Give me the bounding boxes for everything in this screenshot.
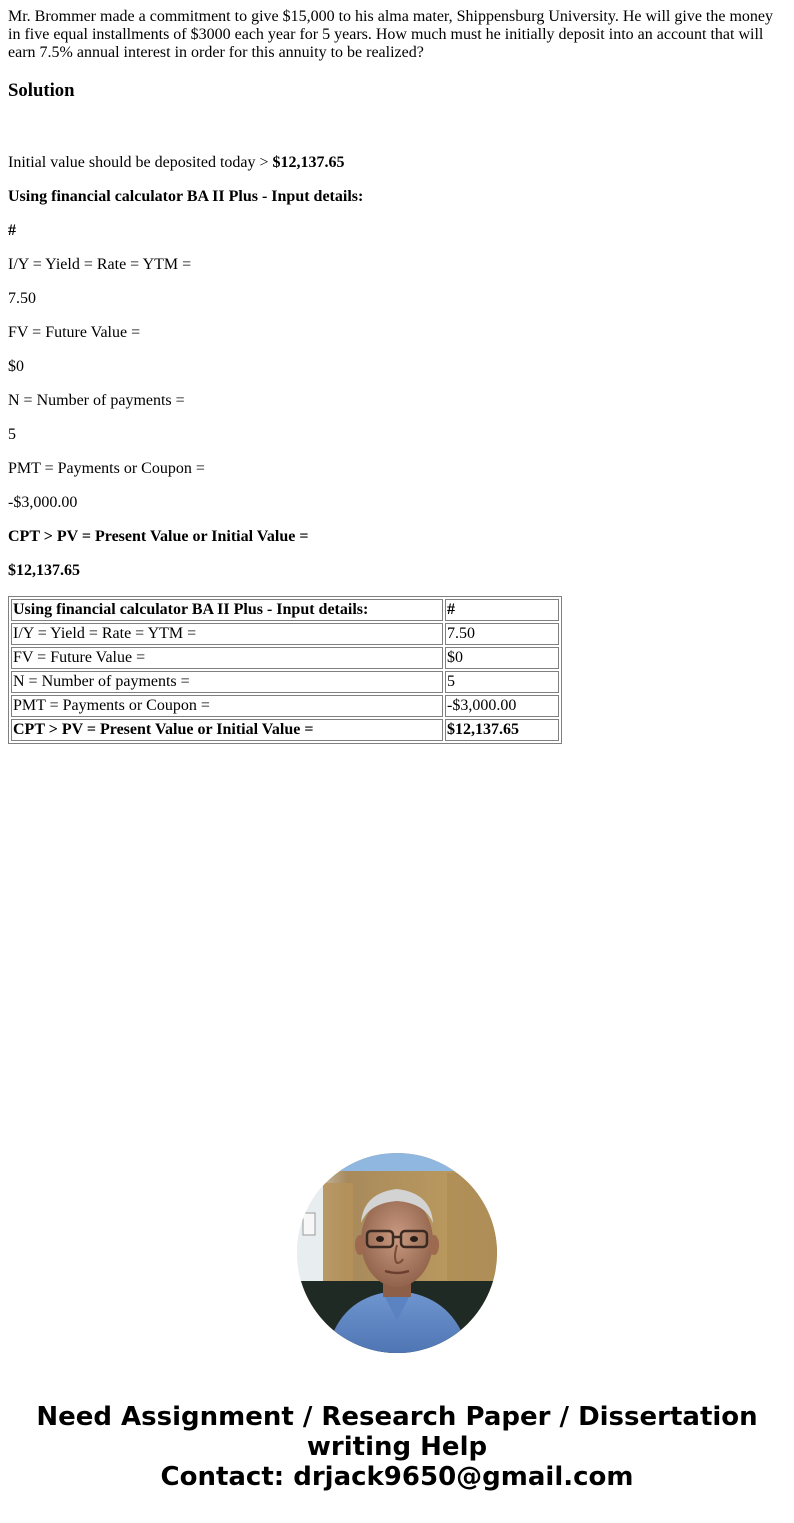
input-detail-line	[8, 460, 786, 478]
author-photo-image	[297, 1153, 497, 1353]
input-detail-text: $0	[8, 358, 24, 375]
input-detail-line	[8, 222, 786, 240]
input-detail-text: PMT = Payments or Coupon =	[8, 460, 205, 477]
table-row	[11, 719, 559, 741]
document-body	[0, 0, 794, 744]
table-cell-label: Using financial calculator BA II Plus - Input details:	[11, 599, 443, 621]
input-detail-text: 5	[8, 426, 16, 443]
input-detail-text: FV = Future Value =	[8, 324, 141, 341]
promo-banner	[0, 1402, 794, 1492]
table-row	[11, 671, 559, 693]
promo-contact: Contact: drjack9650@gmail.com	[160, 1462, 634, 1492]
input-detail-text: N = Number of payments =	[8, 392, 185, 409]
author-photo	[297, 1153, 497, 1353]
table-cell-value: #	[445, 599, 559, 621]
table-cell-value: $0	[445, 647, 559, 669]
table-row	[11, 623, 559, 645]
input-detail-text: Using financial calculator BA II Plus - Input details:	[8, 188, 364, 205]
table-cell-value: 7.50	[445, 623, 559, 645]
table-cell-label: I/Y = Yield = Rate = YTM =	[11, 623, 443, 645]
input-detail-text: #	[8, 222, 16, 239]
input-detail-text: CPT > PV = Present Value or Initial Value =	[8, 528, 309, 545]
promo-line-1: Need Assignment / Research Paper / Dissertation	[36, 1402, 758, 1432]
answer-line	[8, 154, 786, 172]
input-detail-line	[8, 528, 786, 546]
answer-value: $12,137.65	[272, 154, 345, 171]
table-cell-value: -$3,000.00	[445, 695, 559, 717]
question-text: Mr. Brommer made a commitment to give $15,000 to his alma mater, Shippensburg University. He will give the money in five equal installments of $3000 each year for 5 years. How much must he initially deposit into an account that will earn 7.5% annual interest in order for this annuity to be realized?	[8, 8, 774, 61]
input-detail-line	[8, 324, 786, 342]
input-detail-text: $12,137.65	[8, 562, 80, 579]
input-detail-line	[8, 188, 786, 206]
table-cell-label: N = Number of payments =	[11, 671, 443, 693]
table-row	[11, 599, 559, 621]
table-cell-label: PMT = Payments or Coupon =	[11, 695, 443, 717]
input-detail-text: -$3,000.00	[8, 494, 78, 511]
table-cell-value: 5	[445, 671, 559, 693]
table-cell-label: FV = Future Value =	[11, 647, 443, 669]
input-detail-text: I/Y = Yield = Rate = YTM =	[8, 256, 192, 273]
table-row	[11, 647, 559, 669]
input-detail-text: 7.50	[8, 290, 36, 307]
spacer	[8, 102, 786, 154]
input-detail-line	[8, 426, 786, 444]
table-cell-value: $12,137.65	[445, 719, 559, 741]
input-detail-line	[8, 290, 786, 308]
table-row	[11, 695, 559, 717]
input-detail-line	[8, 256, 786, 274]
input-detail-line	[8, 392, 786, 410]
table-cell-label: CPT > PV = Present Value or Initial Value =	[11, 719, 443, 741]
solution-heading: Solution	[8, 80, 75, 101]
input-detail-line	[8, 358, 786, 376]
answer-prefix: Initial value should be deposited today >	[8, 154, 273, 171]
input-detail-line	[8, 494, 786, 512]
calculator-input-table	[8, 596, 562, 744]
input-details-lines	[8, 188, 786, 580]
promo-line-2: writing Help	[306, 1432, 488, 1462]
input-detail-line	[8, 562, 786, 580]
